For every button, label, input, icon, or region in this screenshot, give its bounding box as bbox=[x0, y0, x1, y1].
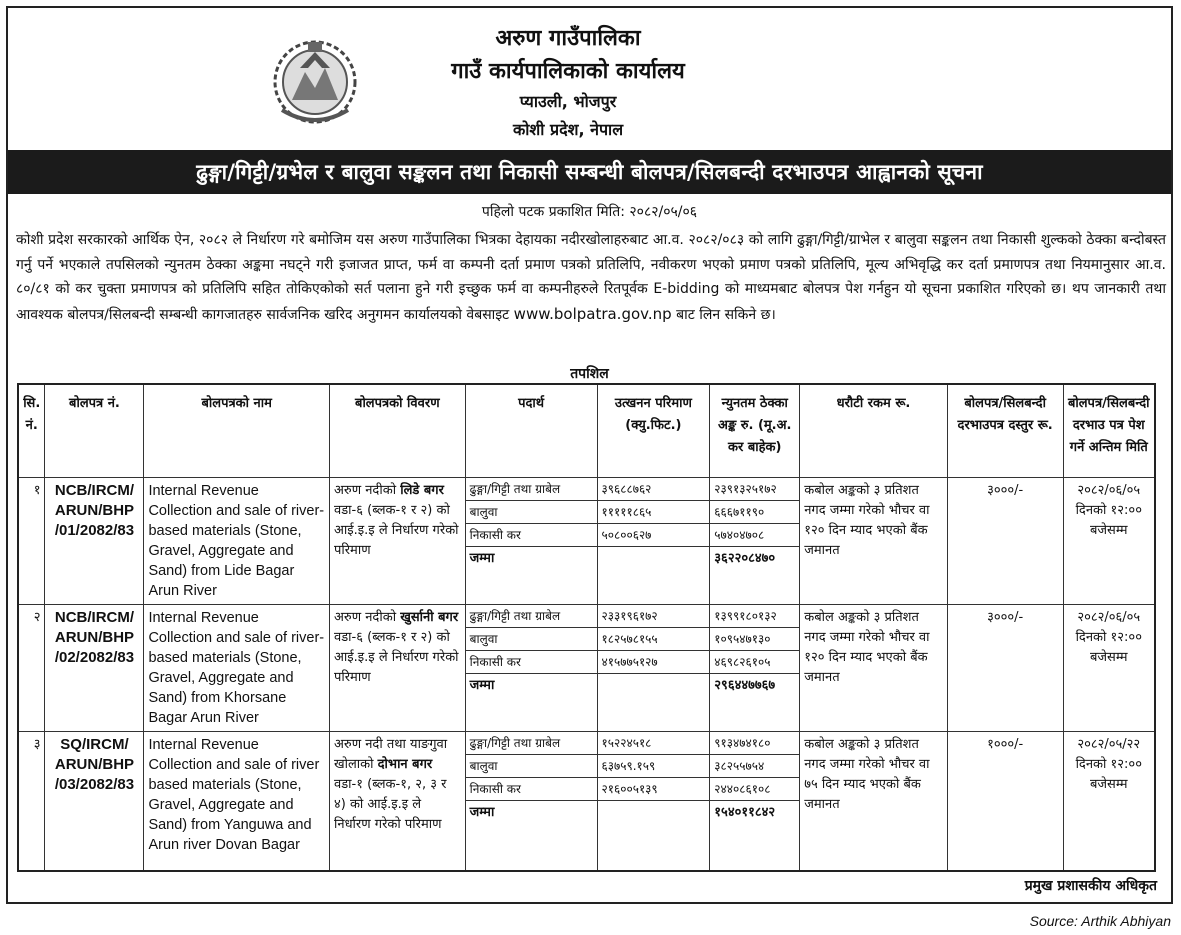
tender-number: NCB/IRCM/ ARUN/BHP /01/2082/83 bbox=[45, 477, 144, 604]
quantity-value: १८२५७८१५५ bbox=[598, 628, 710, 651]
quantity-value: २३३१९६१७२ bbox=[598, 605, 710, 628]
quantity-value bbox=[598, 801, 710, 824]
header-min-amount: न्युनतम ठेक्का अङ्क रु. (मू.अ. कर बाहेक) bbox=[710, 384, 800, 477]
source-credit: Source: Arthik Abhiyan bbox=[1029, 913, 1171, 929]
province-country: कोशी प्रदेश, नेपाल bbox=[512, 120, 624, 139]
submission-deadline: २०८२/०५/२२ दिनको १२:०० बजेसम्म bbox=[1063, 731, 1155, 871]
material-item: ढुङ्गा/गिट्टी तथा ग्राबेल bbox=[466, 478, 597, 501]
amount-list bbox=[710, 477, 800, 604]
quantity-list bbox=[597, 604, 710, 731]
tender-fee: ३०००/- bbox=[947, 604, 1063, 731]
first-published-date: पहिलो पटक प्रकाशित मिति: २०८२/०५/०६ bbox=[481, 204, 698, 220]
quantity-value: १५२२४५१८ bbox=[598, 732, 710, 755]
table-header-row bbox=[18, 384, 1155, 477]
desc-location: दोभान बगर bbox=[377, 756, 433, 772]
quantity-value bbox=[598, 674, 710, 697]
notice-body bbox=[16, 228, 1166, 327]
notice-title: ढुङ्गा/गिट्टी/ग्रभेल र बालुवा सङ्कलन तथा निकासी सम्बन्धी बोलपत्र/सिलबन्दी दरभाउपत्र आह्वानको सूचना bbox=[8, 150, 1171, 194]
desc-post: वडा-६ (ब्लक-१ र २) को आई.इ.इ ले निर्धारण गरेको परिमाण bbox=[333, 502, 459, 558]
table-row bbox=[18, 477, 1155, 604]
material-list bbox=[465, 604, 597, 731]
header-sn: सि. नं. bbox=[18, 384, 45, 477]
tender-number: NCB/IRCM/ ARUN/BHP /02/2082/83 bbox=[45, 604, 144, 731]
header-tender-desc: बोलपत्रको विवरण bbox=[329, 384, 465, 477]
material-list bbox=[465, 731, 597, 871]
material-item: निकासी कर bbox=[466, 524, 597, 547]
desc-post: वडा-१ (ब्लक-१, २, ३ र ४) को आई.इ.इ ले निर्धारण गरेको परिमाण bbox=[333, 776, 447, 832]
deposit-terms: कबोल अङ्कको ३ प्रतिशत नगद जम्मा गरेको भौचर वा १२० दिन म्याद भएको बैंक जमानत bbox=[800, 604, 948, 731]
amount-value: ४६९८२६१०५ bbox=[710, 651, 799, 674]
office-address: प्याउली, भोजपुर bbox=[519, 92, 617, 111]
material-total-label: जम्मा bbox=[469, 804, 495, 820]
amount-value: ९१३४७४१८० bbox=[710, 732, 799, 755]
quantity-value bbox=[598, 547, 710, 570]
material-item: बालुवा bbox=[466, 628, 597, 651]
website-link[interactable]: www.bolpatra.gov.np bbox=[513, 304, 672, 323]
material-item: निकासी कर bbox=[466, 778, 597, 801]
header-tender-no: बोलपत्र नं. bbox=[45, 384, 144, 477]
amount-list bbox=[710, 604, 800, 731]
row-sn: १ bbox=[18, 477, 45, 604]
submission-deadline: २०८२/०६/०५ दिनको १२:०० बजेसम्म bbox=[1063, 477, 1155, 604]
row-sn: ३ bbox=[18, 731, 45, 871]
desc-pre: अरुण नदीको bbox=[333, 482, 401, 498]
material-total-label: जम्मा bbox=[469, 677, 495, 693]
tender-name: Internal Revenue Collection and sale of river based materials (Stone, Gravel, Aggregate and Sand) from Yanguwa and Arun river Dovan Bagar bbox=[144, 731, 330, 871]
signatory-title: प्रमुख प्रशासकीय अधिकृत bbox=[1024, 878, 1157, 894]
header-deposit: धरौटी रकम रू. bbox=[800, 384, 948, 477]
amount-total: ३६२२०८४७० bbox=[714, 550, 776, 566]
header-material: पदार्थ bbox=[465, 384, 597, 477]
deposit-terms: कबोल अङ्कको ३ प्रतिशत नगद जम्मा गरेको भौचर वा ७५ दिन म्याद भएको बैंक जमानत bbox=[800, 731, 948, 871]
tender-fee: १०००/- bbox=[947, 731, 1063, 871]
material-item: बालुवा bbox=[466, 501, 597, 524]
submission-deadline: २०८२/०६/०५ दिनको १२:०० बजेसम्म bbox=[1063, 604, 1155, 731]
amount-total: १५४०११८४२ bbox=[714, 804, 776, 820]
material-total-label: जम्मा bbox=[469, 550, 495, 566]
office-name: गाउँ कार्यपालिकाको कार्यालय bbox=[451, 59, 685, 84]
quantity-value: ६३७५९.१५९ bbox=[598, 755, 710, 778]
desc-pre: अरुण नदीको bbox=[333, 609, 401, 625]
material-item: ढुङ्गा/गिट्टी तथा ग्राबेल bbox=[466, 732, 597, 755]
tender-description bbox=[329, 477, 465, 604]
material-item: बालुवा bbox=[466, 755, 597, 778]
tender-description bbox=[329, 731, 465, 871]
material-item: ढुङ्गा/गिट्टी तथा ग्राबेल bbox=[466, 605, 597, 628]
deposit-terms: कबोल अङ्कको ३ प्रतिशत नगद जम्मा गरेको भौचर वा १२० दिन म्याद भएको बैंक जमानत bbox=[800, 477, 948, 604]
notice-body-text: कोशी प्रदेश सरकारको आर्थिक ऐन, २०८२ ले निर्धारण गरे बमोजिम यस अरुण गाउँपालिका भित्रका देहायका नदीरखोलाहरुबाट आ.व. २०८२/०८३ को लागि ढुङ्गा/गिट्टी/ग्राभेल र बालुवा सङ्कलन तथा निकासी शुल्कको ठेक्का बन्दोबस्त गर्नु पर्ने भएकाले तपसिलको न्युनतम ठेक्का अङ्कमा नघट्ने गरी इजाजत प्राप्त, फर्म वा कम्पनी दर्ता प्रमाण पत्रको प्रतिलिपि, नवीकरण भएको प्रमाण पत्रको प्रतिलिपि, मूल्य अभिवृद्धि कर दर्ता प्रमाणपत्र तथा नियमानुसार आ.व. ८०/८१ को कर चुक्ता प्रमाणपत्र को प्रतिलिपि सहित तोकिएकोको सर्त पलाना हुने गरी इच्छुक फर्म वा कम्पनीहरुले रितपूर्वक E-bidding को माध्यमबाट बोलपत्र पेश गर्नहुन यो सूचना प्रकाशित गरिएको छ। थप जानकारी तथा आवश्यक बोलपत्र/सिलबन्दी सम्बन्धी कागजातहरु सार्वजनिक खरिद अनुगमन कार्यालयको वेबसाइट bbox=[16, 232, 1166, 323]
quantity-list bbox=[597, 477, 710, 604]
quantity-value: ५०८००६२७ bbox=[598, 524, 710, 547]
amount-value: २३९१३२५१७२ bbox=[710, 478, 799, 501]
amount-value: ६६६७११९० bbox=[710, 501, 799, 524]
tender-number: SQ/IRCM/ ARUN/BHP /03/2082/83 bbox=[45, 731, 144, 871]
tender-table bbox=[17, 383, 1156, 872]
material-list bbox=[465, 477, 597, 604]
tender-fee: ३०००/- bbox=[947, 477, 1063, 604]
amount-list bbox=[710, 731, 800, 871]
header-quantity: उत्खनन परिमाण (क्यु.फिट.) bbox=[597, 384, 710, 477]
amount-value: १०९५४७१३० bbox=[710, 628, 799, 651]
amount-value: ५७४०४७०८ bbox=[710, 524, 799, 547]
quantity-value: २१६००५१३९ bbox=[598, 778, 710, 801]
notice-body-end: बाट लिन सकिने छ। bbox=[676, 306, 776, 323]
header-fee: बोलपत्र/सिलबन्दी दरभाउपत्र दस्तुर रू. bbox=[947, 384, 1063, 477]
material-item: निकासी कर bbox=[466, 651, 597, 674]
desc-location: लिडे बगर bbox=[400, 482, 444, 498]
amount-value: २४४०८६१०८ bbox=[710, 778, 799, 801]
row-sn: २ bbox=[18, 604, 45, 731]
quantity-value: १११११८६५ bbox=[598, 501, 710, 524]
amount-total: २९६४४७७६७ bbox=[714, 677, 776, 693]
desc-location: खुर्सानी बगर bbox=[400, 609, 459, 625]
tender-name: Internal Revenue Collection and sale of river-based materials (Stone, Gravel, Aggregate and Sand) from Khorsane Bagar Arun River bbox=[144, 604, 330, 731]
schedule-label: तपशिल bbox=[570, 366, 609, 382]
quantity-list bbox=[597, 731, 710, 871]
tender-name: Internal Revenue Collection and sale of river-based materials (Stone, Gravel, Aggregate and Sand) from Lide Bagar Arun River bbox=[144, 477, 330, 604]
table-row bbox=[18, 731, 1155, 871]
header-deadline: बोलपत्र/सिलबन्दी दरभाउ पत्र पेश गर्ने अन्तिम मिति bbox=[1063, 384, 1155, 477]
desc-pre: अरुण नदी तथा याङगुवा खोलाको bbox=[333, 736, 448, 772]
quantity-value: ४१५७७५१२७ bbox=[598, 651, 710, 674]
header-tender-name: बोलपत्रको नाम bbox=[144, 384, 330, 477]
amount-value: ३८२५५७५४ bbox=[710, 755, 799, 778]
table-row bbox=[18, 604, 1155, 731]
quantity-value: ३९६८८७६२ bbox=[598, 478, 710, 501]
amount-value: १३९९१८०१३२ bbox=[710, 605, 799, 628]
org-title-block bbox=[338, 22, 798, 144]
tender-description bbox=[329, 604, 465, 731]
municipality-name: अरुण गाउँपालिका bbox=[495, 26, 641, 51]
desc-post: वडा-६ (ब्लक-१ र २) को आई.इ.इ ले निर्धारण गरेको परिमाण bbox=[333, 629, 459, 685]
notice-header bbox=[8, 8, 1171, 148]
